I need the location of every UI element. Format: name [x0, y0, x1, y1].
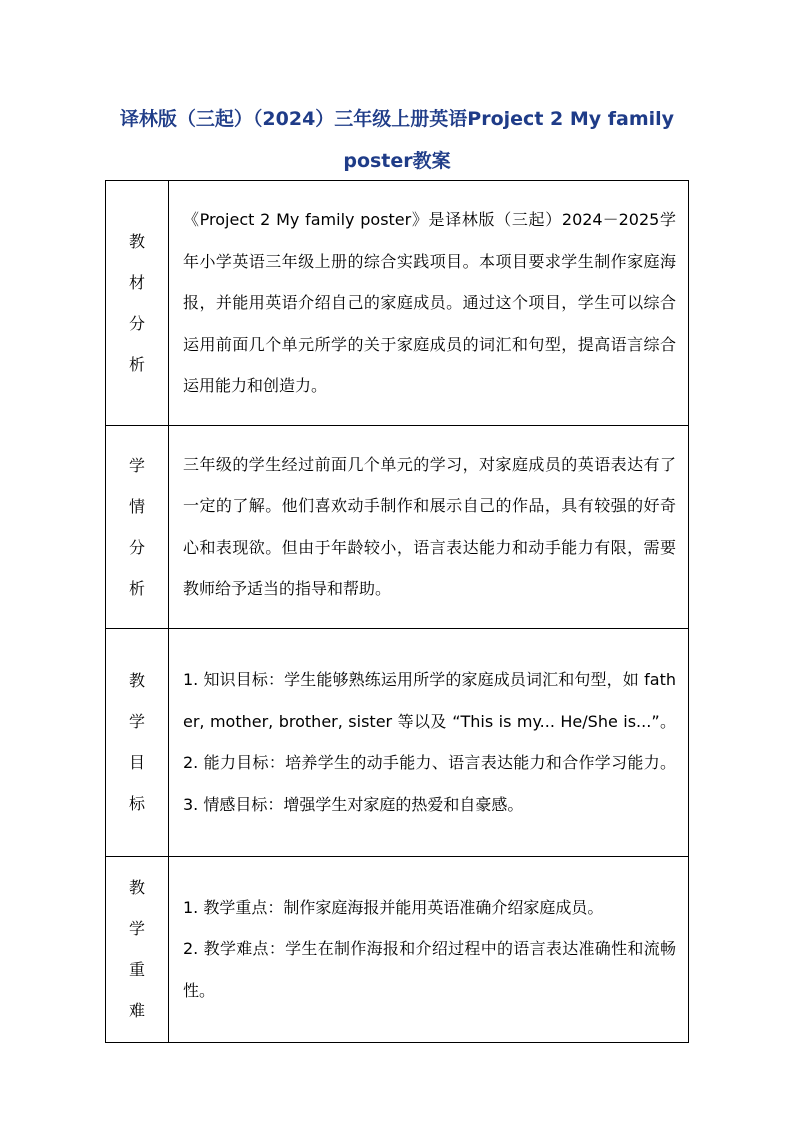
content-paragraph: 三年级的学生经过前面几个单元的学习，对家庭成员的英语表达有了一定的了解。他们喜欢动手制作和展示自己的作品，具有较强的好奇心和表现欲。但由于年龄较小，语言表达能力和动手能力有限，需要教师给予适当的指导和帮助。 [183, 454, 676, 598]
label-char: 教 [128, 671, 145, 690]
label-char: 难 [128, 1001, 145, 1020]
row-label [106, 181, 169, 426]
row-content [169, 856, 689, 1042]
label-char: 教 [128, 878, 145, 897]
row-content [169, 181, 689, 426]
label-char: 析 [128, 354, 145, 374]
table-row [106, 425, 689, 628]
label-char: 标 [128, 794, 145, 813]
content-paragraph: 《Project 2 My family poster》是译林版（三起）2024－2025学年小学英语三年级上册的综合实践项目。本项目要求学生制作家庭海报，并能用英语介绍自己的家庭成员。通过这个项目，学生可以综合运用前面几个单元所学的关于家庭成员的词汇和句型，提高语言综合运用能力和创造力。 [183, 210, 676, 395]
label-char: 学 [128, 919, 145, 938]
label-char: 重 [128, 960, 145, 979]
row-label [106, 856, 169, 1042]
content-paragraph: 2. 教学难点：学生在制作海报和介绍过程中的语言表达准确性和流畅性。 [183, 939, 676, 1000]
lesson-plan-table [105, 180, 689, 1043]
label-char: 材 [128, 272, 145, 292]
label-char: 分 [128, 537, 145, 557]
label-char: 析 [128, 578, 145, 598]
table-row [106, 856, 689, 1042]
label-char: 学 [128, 712, 145, 731]
row-content [169, 628, 689, 856]
label-char: 教 [128, 231, 145, 251]
table-row [106, 628, 689, 856]
document-title: 译林版（三起）（2024）三年级上册英语Project 2 My family poster教案 [119, 108, 675, 172]
row-label [106, 425, 169, 628]
label-char: 学 [128, 455, 145, 475]
label-char: 分 [128, 313, 145, 333]
label-char: 目 [128, 753, 145, 772]
content-paragraph: 1. 教学重点：制作家庭海报并能用英语准确介绍家庭成员。 [183, 897, 604, 917]
content-paragraph: 1. 知识目标：学生能够熟练运用所学的家庭成员词汇和句型，如 father, mother, brother, sister 等以及 “This is my... He/She is...”。2. 能力目标：培养学生的动手能力、语言表达能力和合作学习能力。3. 情感目标：增强学生对家庭的热爱和自豪感。 [183, 670, 676, 814]
row-label [106, 628, 169, 856]
row-content [169, 425, 689, 628]
table-row [106, 181, 689, 426]
label-char: 情 [128, 496, 145, 516]
